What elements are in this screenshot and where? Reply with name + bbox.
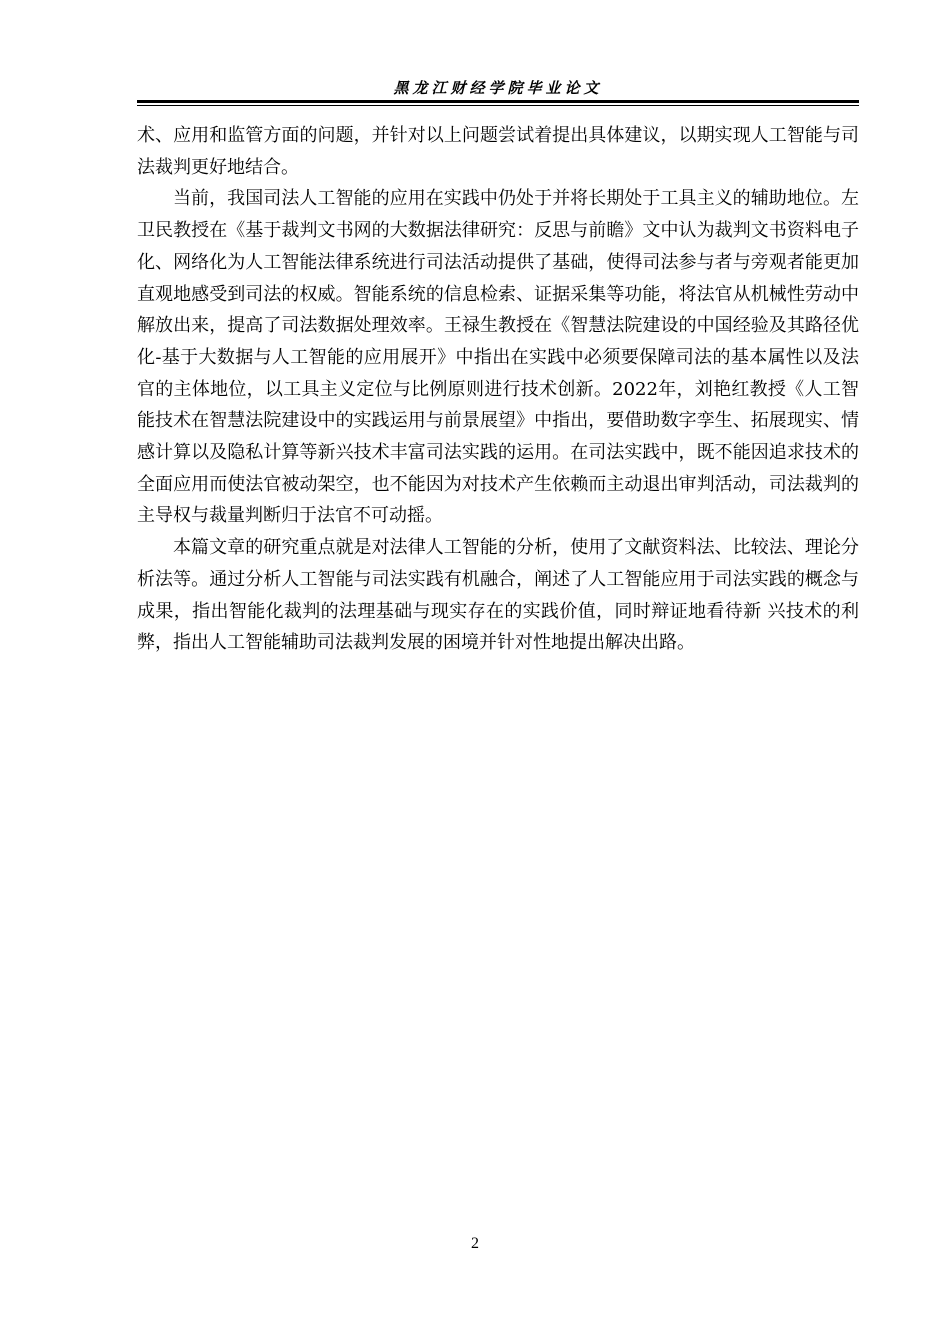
paragraph-research-status: 当前，我国司法人工智能的应用在实践中仍处于并将长期处于工具主义的辅助地位。左卫民教授在《基于裁判文书网的大数据法律研究：反思与前瞻》文中认为裁判文书资料电子化、网络化为人工智能法律系统进行司法活动提供了基础，使得司法参与者与旁观者能更加直观地感受到司法的权威。智能系统的信息检索、证据采集等功能，将法官从机械性劳动中解放出来，提高了司法数据处理效率。王禄生教授在《智慧法院建设的中国经验及其路径优化-基于大数据与人工智能的应用展开》中指出在实践中必须要保障司法的基本属性以及法官的主体地位，以工具主义定位与比例原则进行技术创新。2022年，刘艳红教授《人工智能技术在智慧法院建设中的实践运用与前景展望》中指出，要借助数字孪生、拓展现实、情感计算以及隐私计算等新兴技术丰富司法实践的运用。在司法实践中，既不能因追求技术的全面应用而使法官被动架空，也不能因为对技术产生依赖而主动退出审判活动，司法裁判的主导权与裁量判断归于法官不可动摇。 (137, 188, 859, 527)
body-text (137, 120, 859, 659)
page-header: 黑龙江财经学院毕业论文 (393, 79, 603, 97)
paragraph-continuation: 术、应用和监管方面的问题，并针对以上问题尝试着提出具体建议，以期实现人工智能与司法裁判更好地结合。 (137, 125, 859, 178)
paragraph-research-focus: 本篇文章的研究重点就是对法律人工智能的分析，使用了文献资料法、比较法、理论分析法等。通过分析人工智能与司法实践有机融合，阐述了人工智能应用于司法实践的概念与成果，指出智能化裁判的法理基础与现实存在的实践价值，同时辩证地看待新 兴技术的利弊，指出人工智能辅助司法裁判发展的困境并针对性地提出解决出路。 (137, 537, 859, 654)
page-number: 2 (471, 1235, 479, 1252)
header-rule-thick (137, 100, 859, 103)
header-rule-thin (137, 105, 859, 106)
